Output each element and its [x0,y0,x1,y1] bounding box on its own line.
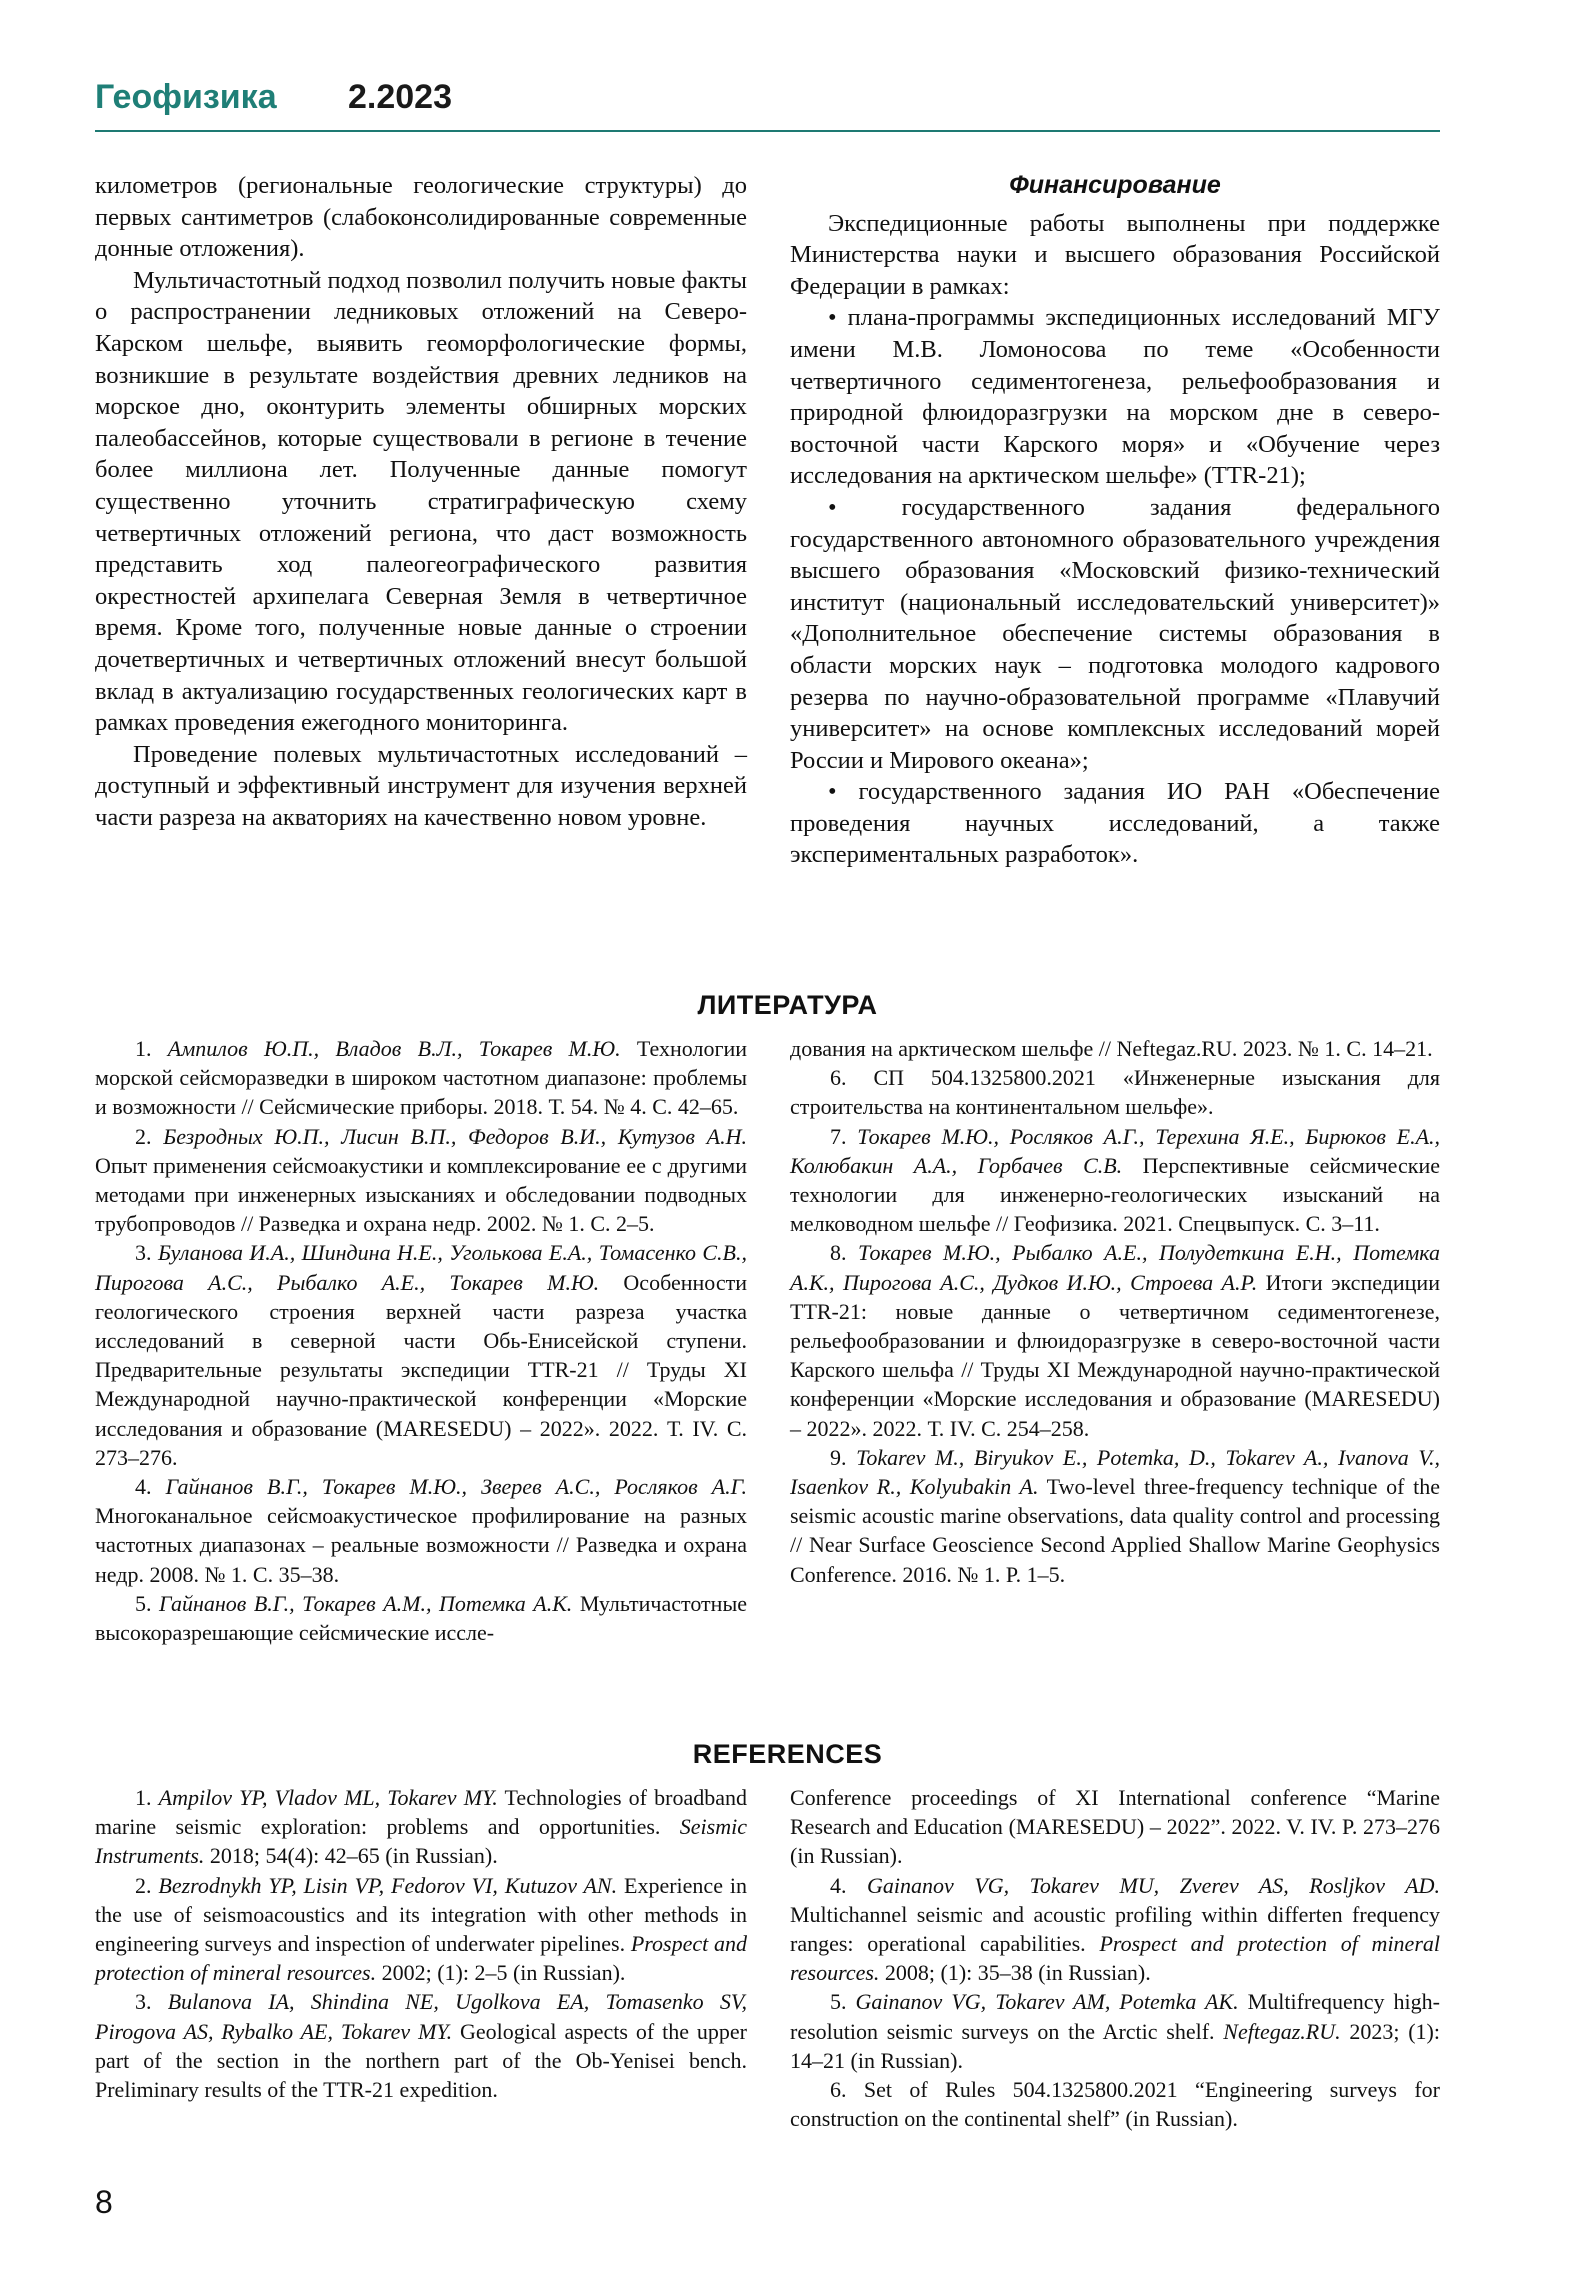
reference-item: 8. Токарев М.Ю., Рыбалко А.Е., Полудеткина Е.Н., Потемка А.К., Пирогова А.С., Дудков И.Ю., Строева А.Р. Итоги экспедиции TTR-21: новые данные о четвертичном седиментогенезе, рельефообразовании и флюидоразгрузке в северо-восточной части Карского шельфа // Труды XI Международной научно-практической конференции «Морские исследования и образование (MARESEDU) – 2022». 2022. Т. IV. С. 254–258. [790,1240,1440,1441]
references-heading: REFERENCES [692,1739,883,1769]
body-paragraph: Мультичастотный подход позволил получить новые факты о распространении ледниковых отложений на Северо-Карском шельфе, выявить геоморфологические формы, возникшие в результате воздействия древних ледников на морское дно, оконтурить элементы обширных морских палеобассейнов, которые существовали в регионе в течение более миллиона лет. Полученные данные помогут существенно уточнить стратиграфическую схему четвертичных отложений региона, что даст возможность представить ход палеогеографического развития окрестностей архипелага Северная Земля в четвертичное время. Кроме того, полученные новые данные о строении дочетвертичных и четвертичных отложений внесут большой вклад в актуализацию государственных геологических карт в рамках проведения ежегодного мониторинга. [95,266,747,737]
body-left-column [95,170,747,833]
references-right-column [790,1783,1440,2133]
running-header [95,76,1440,132]
funding-heading: Финансирование [1009,171,1221,199]
reference-item: 3. Bulanova IA, Shindina NE, Ugolkova EA, Tomasenko SV, Pirogova AS, Rybalko AE, Tokarev MY. Geological aspects of the upper part of the section in the northern part of the Ob-Yenisei bench. Preliminary results of the TTR-21 expedition. [95,1989,747,2103]
issue-number: 2.2023 [348,78,452,116]
reference-item: 4. Гайнанов В.Г., Токарев М.Ю., Зверев А.С., Росляков А.Г. Многоканальное сейсмоакустическое профилирование на разных частотных диапазонах – реальные возможности // Разведка и охрана недр. 2008. № 1. С. 35–38. [95,1474,748,1587]
reference-item: 2. Безродных Ю.П., Лисин В.П., Федоров В.И., Кутузов А.Н. Опыт применения сейсмоакустики и комплексирование ее с другими методами при инженерных изысканиях и обследовании подводных трубопроводов // Разведка и охрана недр. 2002. № 1. С. 2–5. [95,1123,748,1237]
page-number: 8 [95,2184,113,2220]
reference-item: 4. Gainanov VG, Tokarev MU, Zverev AS, Rosljkov AD. Multichannel seismic and acoustic profiling within differten frequency ranges: operational capabilities. Prospect and protection of mineral resources. 2008; (1): 35–38 (in Russian). [790,1872,1441,1986]
reference-item: 2. Bezrodnykh YP, Lisin VP, Fedorov VI, Kutuzov AN. Experience in the use of seismoacoustics and its integration with other methods in engineering surveys and inspection of underwater pipelines. Prospect and protection of mineral resources. 2002; (1): 2–5 (in Russian). [95,1872,747,1986]
literature-right-column [790,1034,1440,1589]
literature-left-column [95,1034,747,1647]
funding-intro: Экспедиционные работы выполнены при поддержке Министерства науки и высшего образования Российской Федерации в рамках: [790,209,1440,300]
reference-item: 3. Буланова И.А., Шиндина Н.Е., Уголькова Е.А., Томасенко С.В., Пирогова А.С., Рыбалко А.Е., Токарев М.Ю. Особенности геологического строения верхней части разреза участка исследований в северной части Обь-Енисейской ступени. Предварительные результаты экспедиции TTR-21 // Труды XI Международной научно-практической конференции «Морские исследования и образование (MARESEDU) – 2022». 2022. Т. IV. С. 273–276. [95,1240,747,1470]
funding-item: • плана-программы экспедиционных исследований МГУ имени М.В. Ломоносова по теме «Особенности четвертичного седиментогенеза, рельефообразования и природной флюидоразгрузки на морском дне в северо-восточной части Карского моря» и «Обучение через исследования на арктическом шельфе» (TTR-21); [790,304,1440,490]
body-paragraph: Проведение полевых мультичастотных исследований – доступный и эффективный инструмент для изучения верхней части разреза на акваториях на качественно новом уровне. [95,740,747,831]
funding-item: • государственного задания ИО РАН «Обеспечение проведения научных исследований, а также экспериментальных разработок». [790,778,1440,869]
funding-item: • государственного задания федерального государственного автономного образовательного учреждения высшего образования «Московский физико-технический институт (национальный исследовательский университет)» «Дополнительное обеспечение системы образования в области морских наук – подготовка молодого кадрового резерва по научно-образовательной программе «Плавучий университет» на основе комплексных исследований морей России и Мирового океана»; [790,493,1440,774]
reference-item: 7. Токарев М.Ю., Росляков А.Г., Терехина Я.Е., Бирюков Е.А., Колюбакин А.А., Горбачев С.В. Перспективные сейсмические технологии для инженерно-геологических изысканий на мелководном шельфе // Геофизика. 2021. Спецвыпуск. С. 3–11. [790,1123,1441,1237]
reference-item: 1. Ампилов Ю.П., Владов В.Л., Токарев М.Ю. Технологии морской сейсморазведки в широком частотном диапазоне: проблемы и возможности // Сейсмические приборы. 2018. Т. 54. № 4. С. 42–65. [95,1036,748,1120]
journal-title: Геофизика [95,78,277,116]
funding-section [790,170,1440,871]
reference-item: 6. СП 504.1325800.2021 «Инженерные изыскания для строительства на континентальном шельфе». [790,1065,1441,1120]
reference-item: 1. Ampilov YP, Vladov ML, Tokarev MY. Technologies of broadband marine seismic exploration: problems and opportunities. Seismic Instruments. 2018; 54(4): 42–65 (in Russian). [95,1785,747,1869]
reference-item: 9. Tokarev M., Biryukov E., Potemka, D., Tokarev A., Ivanova V., Isaenkov R., Kolyubakin A. Two-level three-frequency technique of the seismic acoustic marine observations, data quality control and processing // Near Surface Geoscience Second Applied Shallow Marine Geophysics Conference. 2016. № 1. P. 1–5. [790,1444,1441,1587]
body-paragraph: километров (региональные геологические структуры) до первых сантиметров (слабоконсолидированные современные донные отложения). [95,172,747,263]
references-left-column [95,1783,747,2104]
reference-continuation: Conference proceedings of XI International conference “Marine Research and Education (MARESEDU) – 2022”. 2022. V. IV. P. 273–276 (in Russian). [790,1785,1440,1869]
reference-item: 5. Гайнанов В.Г., Токарев А.М., Потемка А.К. Мультичастотные высокоразрешающие сейсмические иссле- [95,1590,747,1646]
literature-heading: ЛИТЕРАТУРА [697,990,878,1020]
reference-item: 6. Set of Rules 504.1325800.2021 “Engineering surveys for construction on the continental shelf” (in Russian). [790,2077,1441,2132]
reference-item: 5. Gainanov VG, Tokarev AM, Potemka AK. Multifrequency high-resolution seismic surveys on the Arctic shelf. Neftegaz.RU. 2023; (1): 14–21 (in Russian). [790,1989,1440,2073]
reference-continuation: дования на арктическом шельфе // Neftegaz.RU. 2023. № 1. С. 14–21. [790,1036,1433,1061]
